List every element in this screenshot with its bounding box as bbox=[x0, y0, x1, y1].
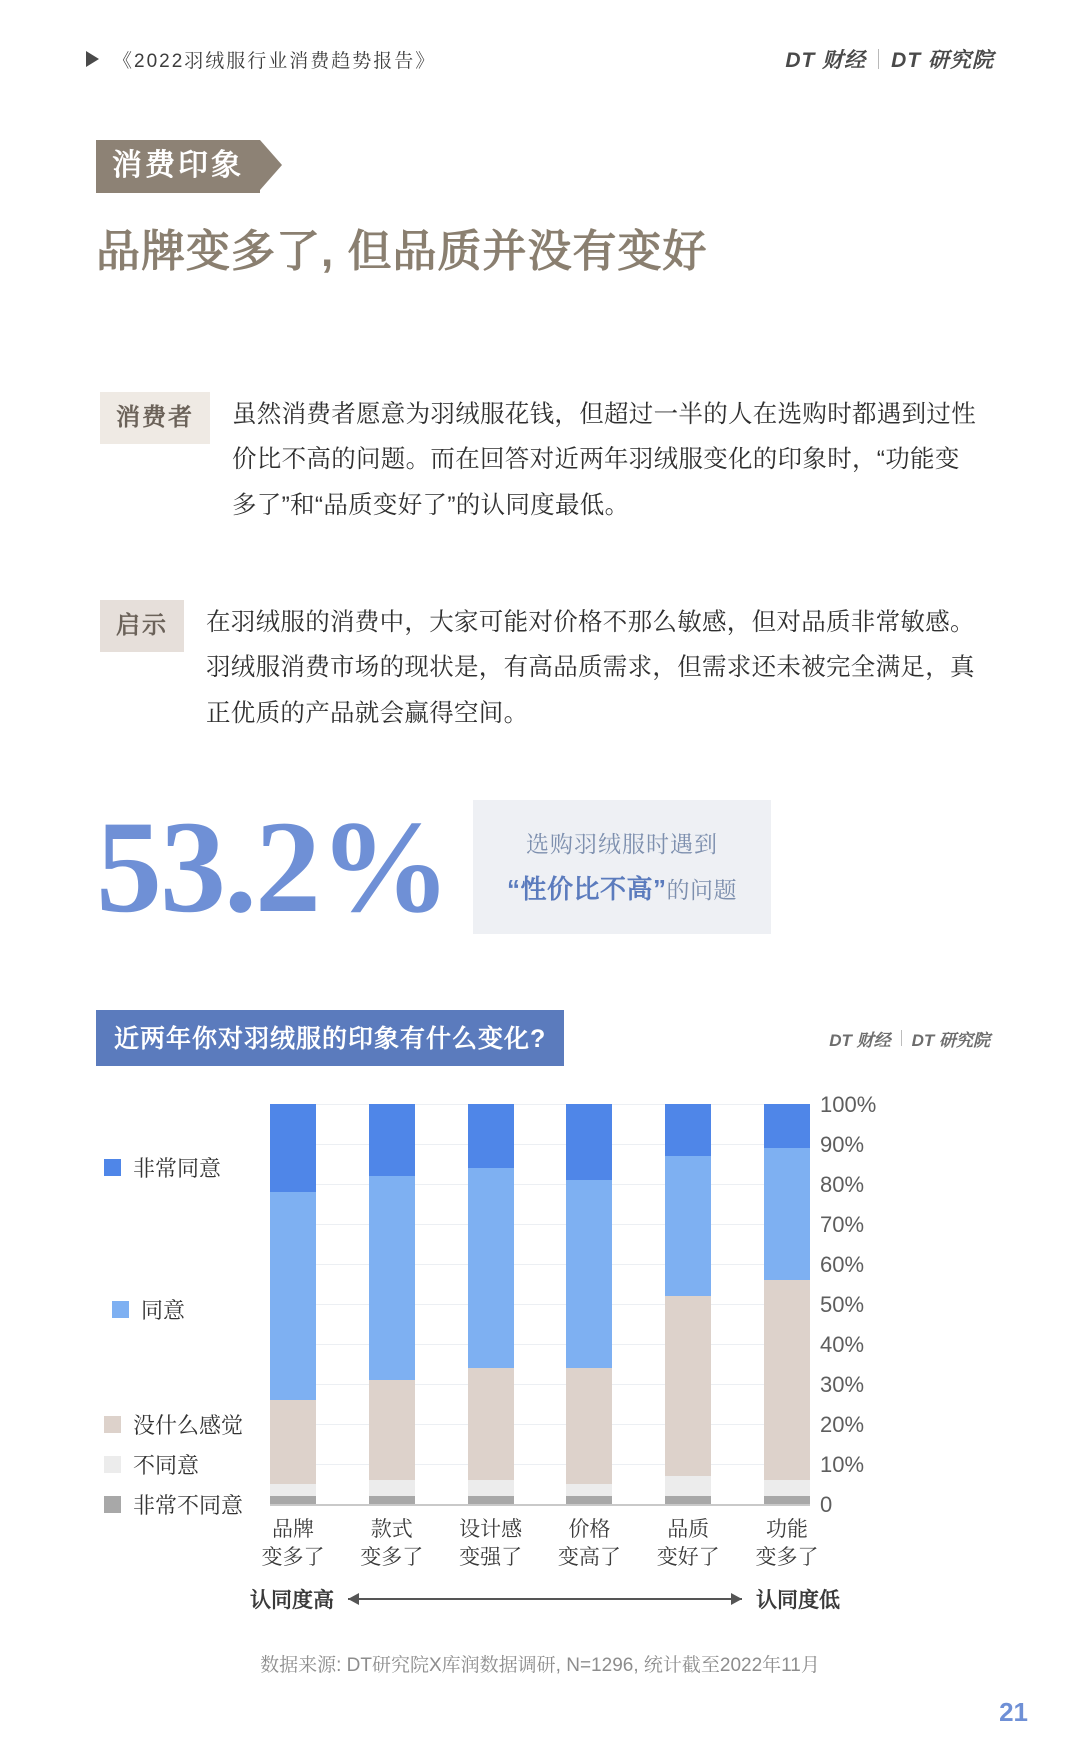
bar-segment bbox=[764, 1280, 810, 1480]
page-number: 21 bbox=[999, 1697, 1028, 1727]
stat-caption-quote: “性价比不高” bbox=[507, 874, 667, 904]
legend-swatch bbox=[104, 1496, 121, 1513]
y-tick-label: 50% bbox=[820, 1292, 865, 1317]
bar-segment bbox=[369, 1176, 415, 1380]
bar-segment bbox=[764, 1104, 810, 1148]
bar-segment bbox=[369, 1380, 415, 1480]
bar-segment bbox=[270, 1104, 316, 1192]
stat-caption bbox=[473, 800, 771, 934]
stat-caption-line1: 选购羽绒服时遇到 bbox=[526, 831, 718, 857]
chart-bars bbox=[270, 1104, 810, 1504]
bar-column bbox=[369, 1104, 415, 1504]
triangle-right-icon bbox=[86, 51, 99, 67]
stat-caption-line2 bbox=[507, 869, 737, 906]
title-block bbox=[96, 140, 707, 279]
chart-brand-dt-yanjiuyuan: DT 研究院 bbox=[911, 1030, 990, 1050]
stat-block bbox=[96, 793, 771, 940]
y-tick-label: 30% bbox=[820, 1372, 865, 1397]
chart-y-axis-labels bbox=[820, 1092, 910, 1516]
legend-label: 没什么感觉 bbox=[133, 1413, 244, 1438]
bar-segment bbox=[566, 1180, 612, 1368]
y-tick-label: 100% bbox=[820, 1092, 877, 1117]
y-tick-label: 90% bbox=[820, 1132, 865, 1157]
chart-x-axis bbox=[270, 1504, 810, 1506]
bar-segment bbox=[665, 1104, 711, 1156]
legend-item bbox=[112, 1294, 185, 1325]
bar-segment bbox=[270, 1484, 316, 1496]
legend-label: 非常同意 bbox=[133, 1156, 222, 1181]
chart-header bbox=[0, 1010, 1080, 1066]
kicker-wrap bbox=[96, 140, 282, 193]
bar-column bbox=[764, 1104, 810, 1504]
bar-segment bbox=[566, 1496, 612, 1504]
chart-plot-area bbox=[270, 1104, 810, 1504]
x-tick-label: 品牌 变多了 bbox=[261, 1518, 325, 1570]
bar-segment bbox=[468, 1368, 514, 1480]
brand-dt-yanjiuyuan: DT 研究院 bbox=[891, 49, 994, 72]
chart-brand-dt-caijing: DT 财经 bbox=[829, 1030, 891, 1050]
bar-column bbox=[665, 1104, 711, 1504]
page-header bbox=[0, 44, 1080, 74]
bar-segment bbox=[468, 1104, 514, 1168]
chart-legend bbox=[104, 1104, 274, 1518]
legend-swatch bbox=[104, 1416, 121, 1433]
legend-label: 非常不同意 bbox=[133, 1493, 244, 1518]
y-tick-label: 60% bbox=[820, 1252, 865, 1277]
bar-segment bbox=[566, 1368, 612, 1484]
bar-segment bbox=[270, 1496, 316, 1504]
bar-segment bbox=[665, 1496, 711, 1504]
chart-plot-wrapper bbox=[0, 1092, 1080, 1612]
x-tick-label: 款式 变多了 bbox=[360, 1518, 424, 1570]
y-tick-label: 10% bbox=[820, 1452, 865, 1477]
chart-brand-lockup bbox=[829, 1026, 990, 1051]
chart-x-axis-labels bbox=[261, 1516, 819, 1573]
axis-note-left: 认同度高 bbox=[250, 1589, 334, 1612]
axis-note-right: 认同度低 bbox=[756, 1589, 840, 1612]
y-tick-label: 70% bbox=[820, 1212, 865, 1237]
bar-segment bbox=[468, 1168, 514, 1368]
y-tick-label: 40% bbox=[820, 1332, 865, 1357]
y-tick-label: 0 bbox=[820, 1492, 833, 1517]
chart-section bbox=[0, 1010, 1080, 1612]
kicker-arrow-icon bbox=[260, 140, 282, 190]
stat-number: 53.2% bbox=[96, 793, 449, 940]
bar-column bbox=[270, 1104, 316, 1504]
bar-segment bbox=[764, 1148, 810, 1280]
bar-segment bbox=[665, 1476, 711, 1496]
tag-insight: 启示 bbox=[100, 600, 184, 652]
bar-segment bbox=[369, 1480, 415, 1496]
tag-consumer: 消费者 bbox=[100, 392, 210, 444]
x-tick-label: 功能 变多了 bbox=[755, 1518, 819, 1570]
bar-column bbox=[468, 1104, 514, 1504]
brand-lockup bbox=[785, 44, 994, 74]
bar-column bbox=[566, 1104, 612, 1504]
chart-title: 近两年你对羽绒服的印象有什么变化? bbox=[96, 1010, 564, 1066]
x-tick-label: 品质 变好了 bbox=[656, 1518, 720, 1570]
legend-item bbox=[104, 1409, 243, 1440]
chart-axis-annotation bbox=[250, 1584, 840, 1614]
brand-separator bbox=[878, 49, 879, 69]
paragraph-consumer-text: 虽然消费者愿意为羽绒服花钱，但超过一半的人在选购时都遇到过性价比不高的问题。而在回答对近两年羽绒服变化的印象时，“功能变多了”和“品质变好了”的认同度最低。 bbox=[232, 401, 976, 519]
legend-swatch bbox=[112, 1301, 129, 1318]
y-tick-label: 20% bbox=[820, 1412, 865, 1437]
legend-swatch bbox=[104, 1159, 121, 1176]
bar-segment bbox=[566, 1484, 612, 1496]
x-tick-label: 价格 变高了 bbox=[557, 1518, 621, 1570]
legend-item bbox=[104, 1449, 199, 1480]
legend-item bbox=[104, 1489, 243, 1520]
y-tick-label: 80% bbox=[820, 1172, 865, 1197]
legend-label: 不同意 bbox=[133, 1453, 200, 1478]
bar-segment bbox=[566, 1104, 612, 1180]
stat-caption-suffix: 的问题 bbox=[666, 877, 738, 903]
bar-segment bbox=[665, 1296, 711, 1476]
brand-dt-caijing: DT 财经 bbox=[785, 49, 867, 72]
x-tick-label: 设计感 变强了 bbox=[459, 1518, 523, 1570]
legend-swatch bbox=[104, 1456, 121, 1473]
bar-segment bbox=[270, 1192, 316, 1400]
bar-segment bbox=[468, 1480, 514, 1496]
chart-source-note: 数据来源: DT研究院X库润数据调研, N=1296, 统计截至2022年11月 bbox=[260, 1655, 820, 1676]
bar-segment bbox=[369, 1104, 415, 1176]
double-arrow-icon bbox=[348, 1598, 742, 1600]
header-left bbox=[86, 46, 436, 73]
bar-segment bbox=[369, 1496, 415, 1504]
bar-segment bbox=[468, 1496, 514, 1504]
report-title: 《2022羽绒服行业消费趋势报告》 bbox=[113, 50, 437, 72]
bar-segment bbox=[665, 1156, 711, 1296]
bar-segment bbox=[270, 1400, 316, 1484]
legend-label: 同意 bbox=[141, 1298, 186, 1323]
bar-segment bbox=[764, 1480, 810, 1496]
paragraph-consumer bbox=[100, 392, 980, 528]
paragraph-insight bbox=[100, 600, 980, 736]
section-kicker: 消费印象 bbox=[96, 140, 260, 193]
page-title: 品牌变多了, 但品质并没有变好 bbox=[96, 227, 708, 276]
bar-segment bbox=[764, 1496, 810, 1504]
legend-item bbox=[104, 1152, 221, 1183]
chart-brand-separator bbox=[901, 1030, 902, 1046]
paragraph-insight-text: 在羽绒服的消费中，大家可能对价格不那么敏感，但对品质非常敏感。羽绒服消费市场的现状是，有高品质需求，但需求还未被完全满足，真正优质的产品就会赢得空间。 bbox=[206, 609, 975, 727]
